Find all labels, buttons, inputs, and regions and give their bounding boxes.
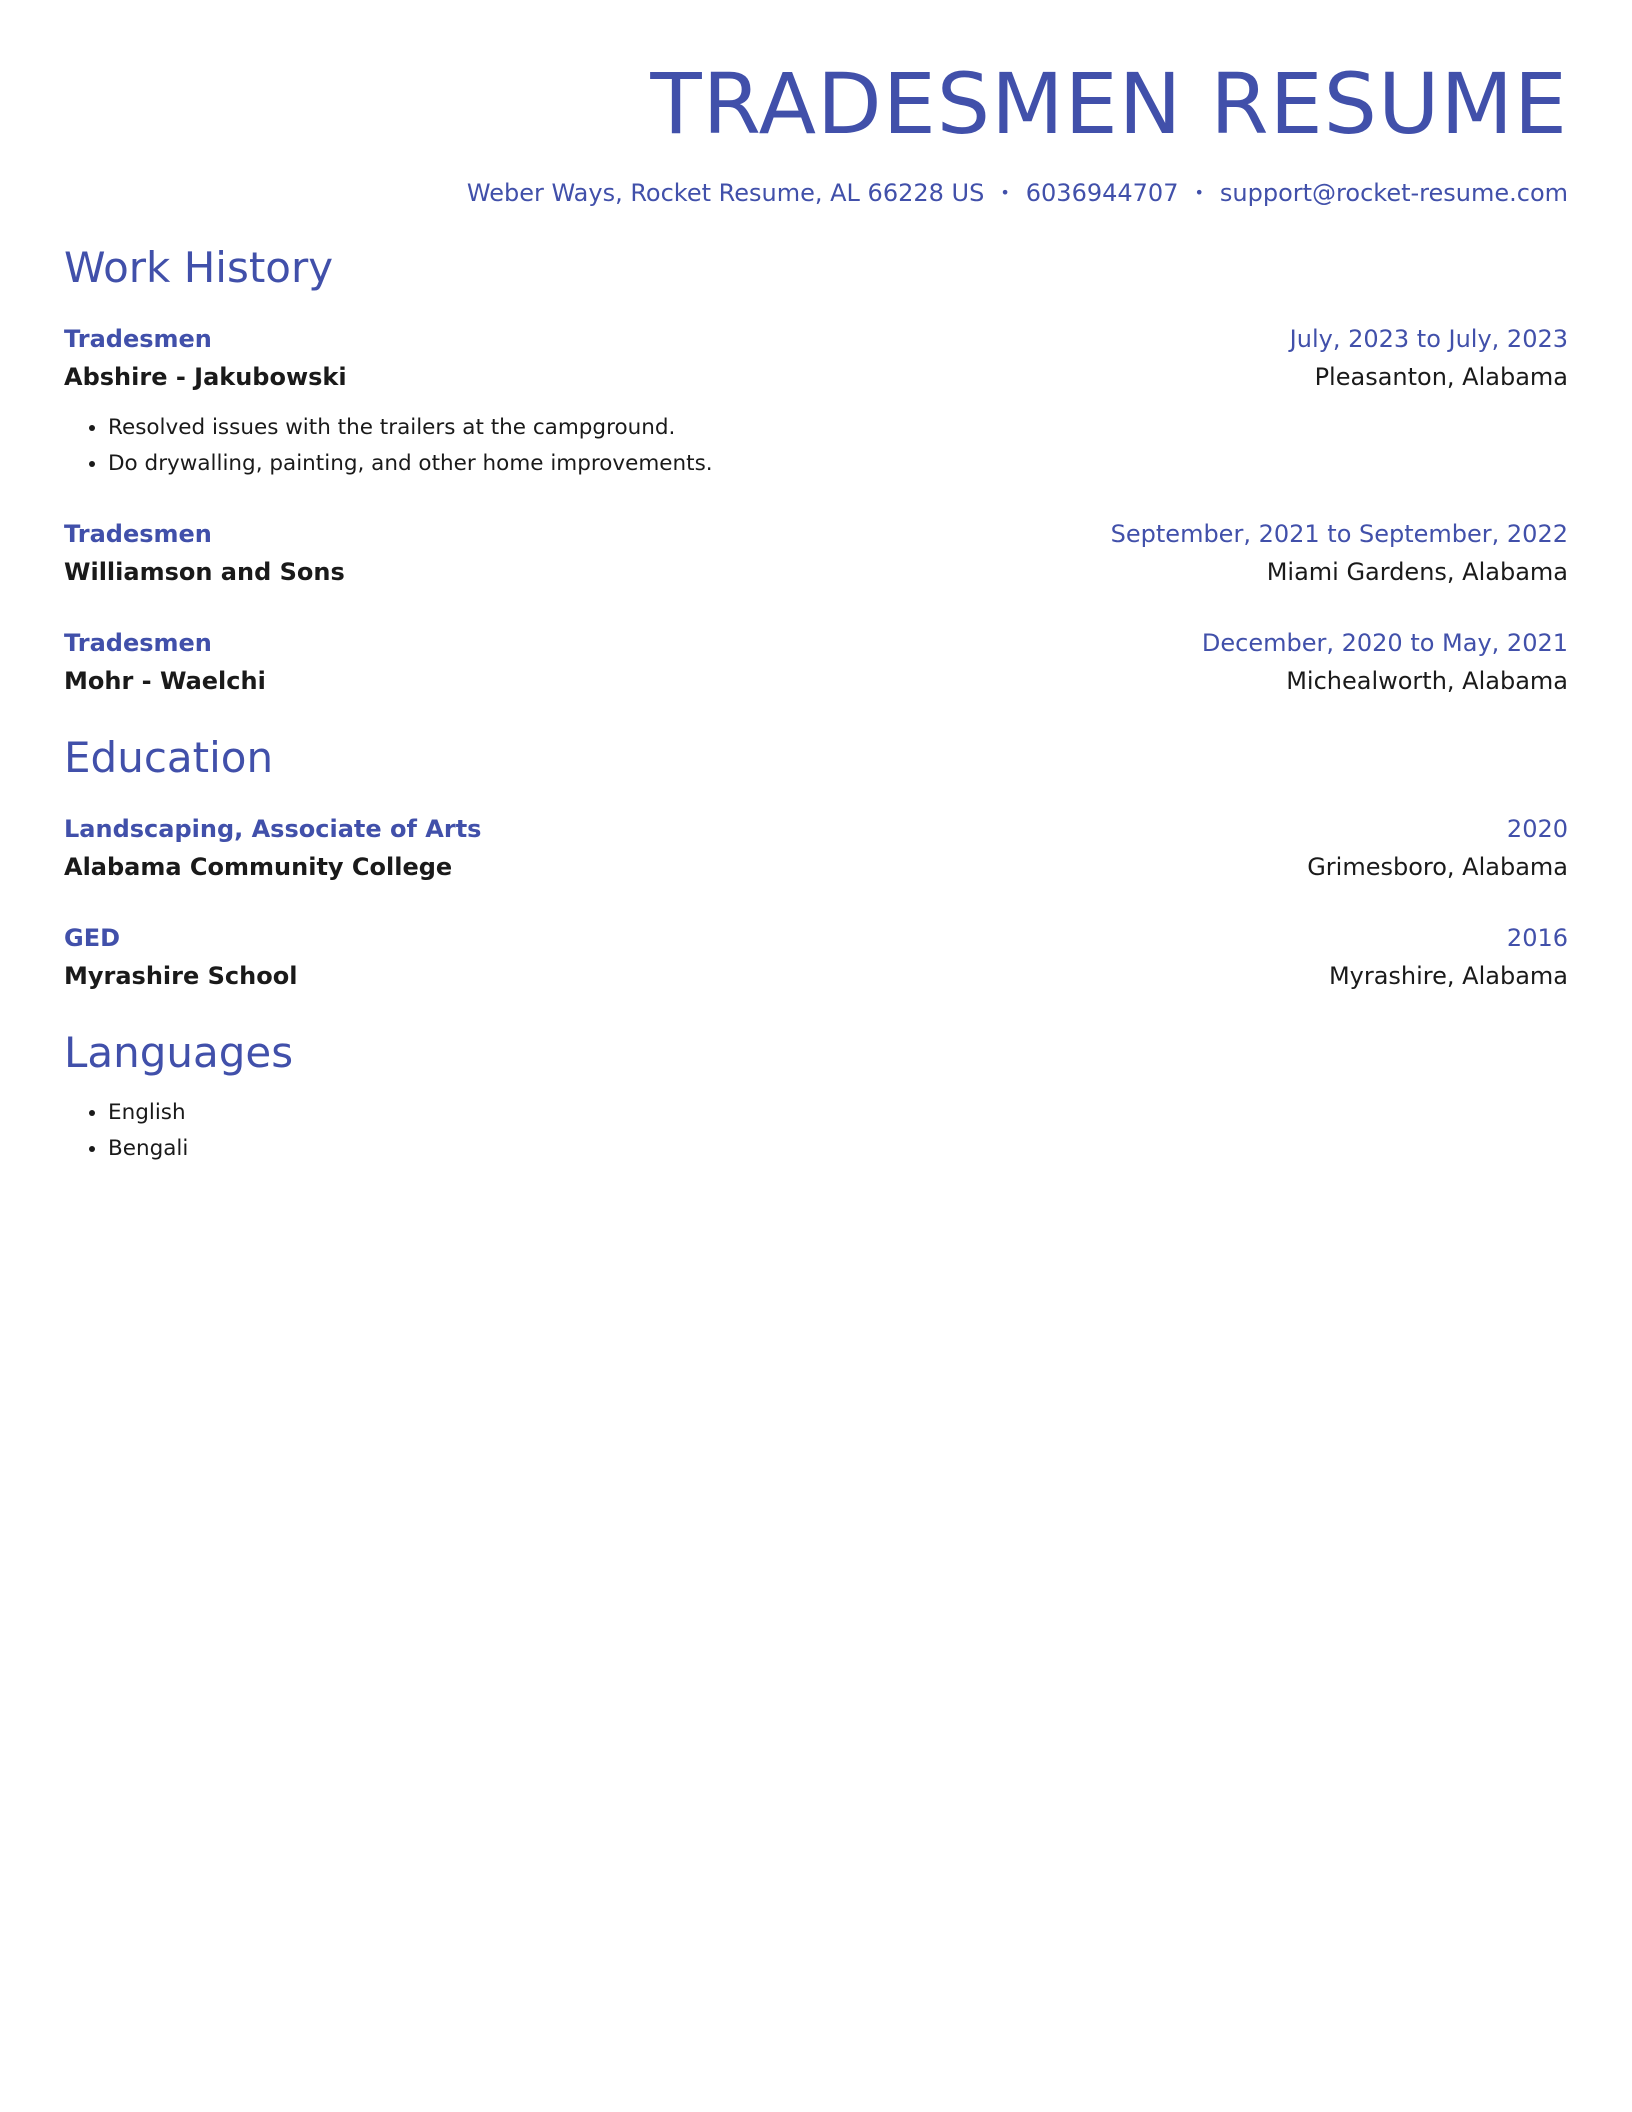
education-heading: Education: [64, 733, 274, 782]
contact-email: support@rocket-resume.com: [1219, 179, 1568, 207]
education-entry-header: [64, 919, 1568, 957]
work-entry-header: [64, 320, 1568, 358]
job-title: Tradesmen: [64, 520, 212, 548]
languages-list: [64, 1095, 1568, 1167]
work-entry-header: [64, 515, 1568, 553]
resume-name: TRADESMEN RESUME: [650, 55, 1568, 153]
work-entry-subheader: [64, 358, 1568, 396]
degree-name: GED: [64, 924, 121, 952]
company-name: Abshire - Jakubowski: [64, 363, 347, 391]
degree-name: Landscaping, Associate of Arts: [64, 815, 482, 843]
education-entry: [64, 919, 1568, 995]
work-history-heading: Work History: [64, 243, 334, 292]
education-entry-subheader: [64, 848, 1568, 886]
contact-phone: 6036944707: [1025, 179, 1179, 207]
language-item: • Bengali: [108, 1131, 1568, 1167]
language-item: • English: [108, 1095, 1568, 1131]
company-name: Mohr - Waelchi: [64, 667, 266, 695]
work-entry-subheader: [64, 662, 1568, 700]
job-dates: July, 2023 to July, 2023: [1289, 325, 1568, 353]
school-location: Myrashire, Alabama: [1328, 962, 1568, 990]
education-entry-subheader: [64, 957, 1568, 995]
contact-line: [64, 176, 1568, 210]
job-duties-list: [64, 410, 1568, 482]
work-entry: [64, 320, 1568, 482]
contact-address: Weber Ways, Rocket Resume, AL 66228 US: [466, 179, 985, 207]
school-location: Grimesboro, Alabama: [1307, 853, 1568, 881]
work-history-section: [64, 240, 1568, 700]
work-entry: [64, 515, 1568, 591]
job-title: Tradesmen: [64, 629, 212, 657]
school-name: Alabama Community College: [64, 853, 453, 881]
job-title: Tradesmen: [64, 325, 212, 353]
resume-header: [64, 0, 1568, 210]
job-location: Pleasanton, Alabama: [1314, 363, 1568, 391]
work-entry-subheader: [64, 553, 1568, 591]
company-name: Williamson and Sons: [64, 558, 345, 586]
graduation-year: 2020: [1506, 815, 1568, 843]
job-location: Michealworth, Alabama: [1286, 667, 1568, 695]
education-entry: [64, 810, 1568, 886]
languages-heading: Languages: [64, 1028, 294, 1077]
job-dates: December, 2020 to May, 2021: [1201, 629, 1568, 657]
education-entry-header: [64, 810, 1568, 848]
education-section: [64, 730, 1568, 995]
job-duty: • Resolved issues with the trailers at the campground.: [108, 410, 1568, 446]
contact-separator: •: [1194, 183, 1204, 202]
job-duty: • Do drywalling, painting, and other home improvements.: [108, 446, 1568, 482]
job-location: Miami Gardens, Alabama: [1266, 558, 1568, 586]
resume-page: [64, 0, 1568, 1167]
contact-separator: •: [1000, 183, 1010, 202]
school-name: Myrashire School: [64, 962, 298, 990]
work-entry-header: [64, 624, 1568, 662]
languages-section: [64, 1025, 1568, 1167]
graduation-year: 2016: [1506, 924, 1568, 952]
work-entry: [64, 624, 1568, 700]
job-dates: September, 2021 to September, 2022: [1110, 520, 1568, 548]
